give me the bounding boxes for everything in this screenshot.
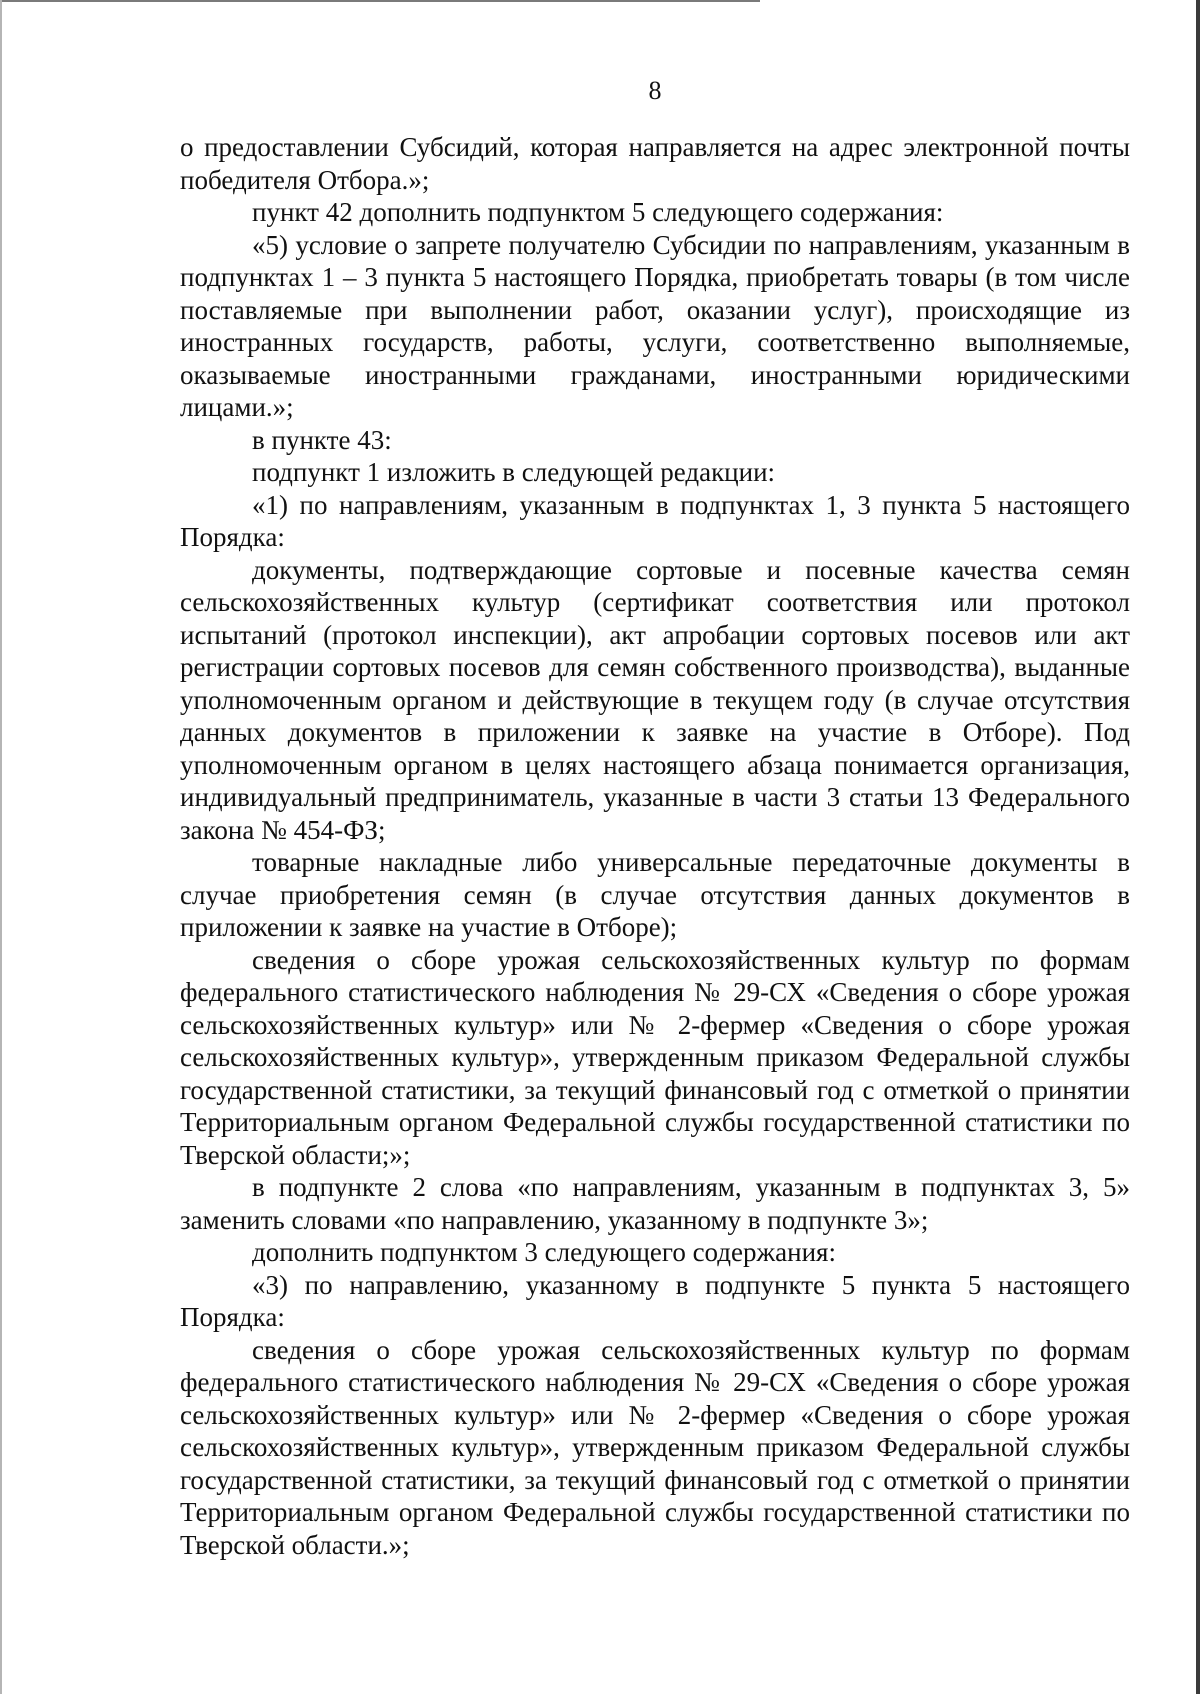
paragraph: «1) по направлениям, указанным в подпунктах 1, 3 пункта 5 настоящего Порядка: bbox=[180, 489, 1130, 552]
paragraph: в подпункте 2 слова «по направлениям, указанным в подпунктах 3, 5» заменить словами «по направлению, указанному в подпункте 3»; bbox=[180, 1172, 1130, 1235]
paragraph-continuation: о предоставлении Субсидий, которая направляется на адрес электронной почты победителя Отбора.»; bbox=[180, 132, 1130, 195]
scan-top-edge bbox=[0, 0, 760, 2]
scan-left-edge bbox=[0, 0, 2, 1694]
page-number: 8 bbox=[648, 76, 662, 105]
document-body bbox=[180, 131, 1130, 1561]
paragraph: «3) по направлению, указанному в подпункте 5 пункта 5 настоящего Порядка: bbox=[180, 1269, 1130, 1332]
paragraph: сведения о сборе урожая сельскохозяйственных культур по формам федерального статистического наблюдения № 29-СХ «Сведения о сборе урожая сельскохозяйственных культур» или № 2-фермер «Сведения о сборе урожая сельскохозяйственных культур», утвержденным приказом Федеральной службы государственной статистики, за текущий финансовый год с отметкой о принятии Территориальным органом Федеральной службы государственной статистики по Тверской области.»; bbox=[180, 1334, 1130, 1560]
paragraph: подпункт 1 изложить в следующей редакции: bbox=[252, 457, 776, 487]
paragraph: сведения о сборе урожая сельскохозяйственных культур по формам федерального статистического наблюдения № 29-СХ «Сведения о сборе урожая сельскохозяйственных культур» или № 2-фермер «Сведения о сборе урожая сельскохозяйственных культур», утвержденным приказом Федеральной службы государственной статистики, за текущий финансовый год с отметкой о принятии Территориальным органом Федеральной службы государственной статистики по Тверской области;»; bbox=[180, 944, 1130, 1170]
paragraph: «5) условие о запрете получателю Субсидии по направлениям, указанным в подпунктах 1 – 3 пункта 5 настоящего Порядка, приобретать товары (в том числе поставляемые при выполнении работ, оказании услуг), происходящие из иностранных государств, работы, услуги, соответственно выполняемые, оказываемые иностранными гражданами, иностранными юридическими лицами.»; bbox=[180, 229, 1130, 422]
paragraph: в пункте 43: bbox=[252, 424, 392, 455]
paragraph: документы, подтверждающие сортовые и посевные качества семян сельскохозяйственных культур (сертификат соответствия или протокол испытаний (протокол инспекции), акт апробации сортовых посевов или акт регистрации сортовых посевов для семян собственного производства), выданные уполномоченным органом и действующие в текущем году (в случае отсутствия данных документов в приложении к заявке на участие в Отборе). Под уполномоченным органом в целях настоящего абзаца понимается организация, индивидуальный предприниматель, указанные в части 3 статьи 13 Федерального закона № 454-ФЗ; bbox=[180, 554, 1130, 845]
paragraph: дополнить подпунктом 3 следующего содержания: bbox=[252, 1237, 836, 1267]
scan-right-edge bbox=[1196, 0, 1200, 1694]
paragraph: товарные накладные либо универсальные передаточные документы в случае приобретения семян (в случае отсутствия данных документов в приложении к заявке на участие в Отборе); bbox=[180, 847, 1130, 942]
paragraph: пункт 42 дополнить подпунктом 5 следующего содержания: bbox=[252, 197, 944, 227]
